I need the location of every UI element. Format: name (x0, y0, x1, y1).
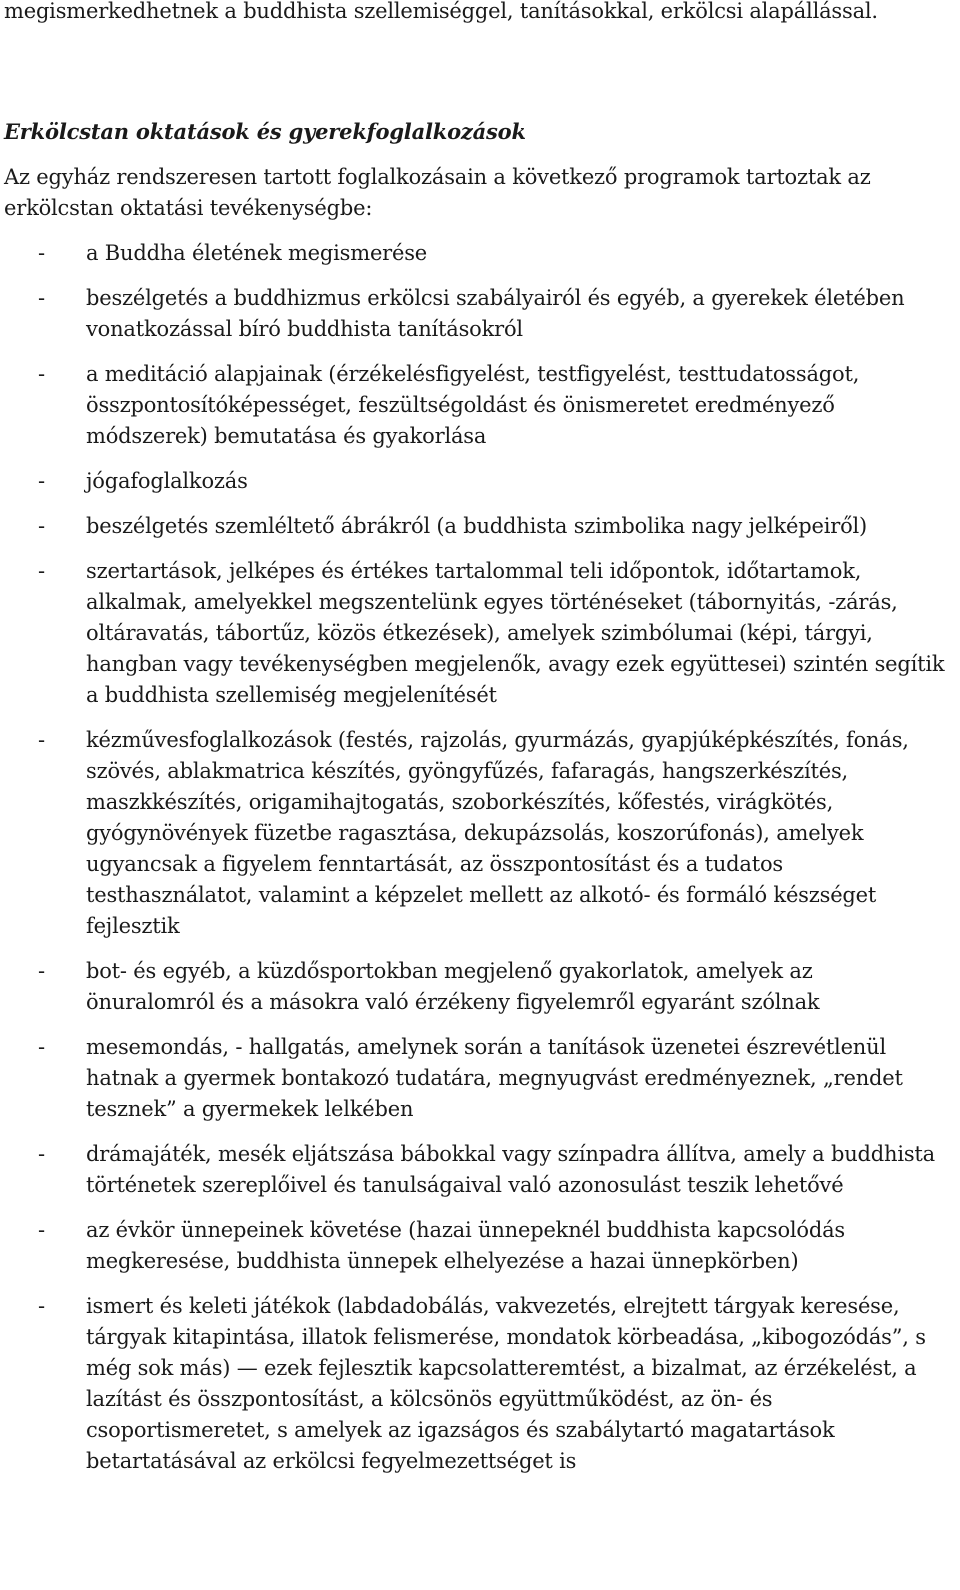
list-bullet: - (38, 559, 45, 583)
list-item (0, 359, 960, 452)
list-item-text: jógafoglalkozás (86, 469, 248, 493)
intro-paragraph: megismerkedhetnek a buddhista szellemiséggel, tanításokkal, erkölcsi alapállással. (4, 0, 878, 23)
list-item (0, 1139, 960, 1201)
list-item-text: beszélgetés szemléltető ábrákról (a buddhista szimbolika nagy jelképeiről) (86, 514, 868, 538)
list-item-text: ismert és keleti játékok (labdadobálás, vakvezetés, elrejtett tárgyak keresése, tárgyak kitapintása, illatok felismerése, mondatok körbeadása, „kibogozódás”, s még sok más) — ezek fejlesztik kapcsolatteremtést, a bizalmat, az érzékelést, a lazítást és összpontosítást, a kölcsönös együttműködést, az ön- és csoportismeretet, s amelyek az igazságos és szabálytartó magatartások betartatásával az erkölcsi fegyelmezettséget is (86, 1294, 926, 1473)
list-item (0, 283, 960, 345)
list-item (0, 1291, 960, 1477)
list-bullet: - (38, 1142, 45, 1166)
list-item (0, 956, 960, 1018)
list-item-text: a meditáció alapjainak (érzékelésfigyelést, testfigyelést, testtudatosságot, összpontosítóképességet, feszültségoldást és önismeretet eredményező módszerek) bemutatása és gyakorlása (86, 362, 860, 448)
list-item (0, 725, 960, 942)
list-item (0, 1032, 960, 1125)
list-bullet: - (38, 1218, 45, 1242)
list-bullet: - (38, 1294, 45, 1318)
list-item-text: a Buddha életének megismerése (86, 241, 428, 265)
list-item-text: szertartások, jelképes és értékes tartalommal teli időpontok, időtartamok, alkalmak, amelyekkel megszentelünk egyes történéseket (tábornyitás, -zárás, oltáravatás, tábortűz, közös étkezések), amelyek szimbólumai (képi, tárgyi, hangban vagy tevékenységben megjelenők, avagy ezek együttesei) szintén segítik a buddhista szellemiség megjelenítését (86, 559, 945, 707)
list-item-text: beszélgetés a buddhizmus erkölcsi szabályairól és egyéb, a gyerekek életében vonatkozással bíró buddhista tanításokról (86, 286, 905, 341)
list-item (0, 511, 960, 542)
list-item-text: kézművesfoglalkozások (festés, rajzolás, gyurmázás, gyapjúképkészítés, fonás, szövés, ablakmatrica készítés, gyöngyfűzés, fafaragás, hangszerkészítés, maszkkészítés, origamihajtogatás, szoborkészítés, kőfestés, virágkötés, gyógynövények füzetbe ragasztása, dekupázsolás, koszorúfonás), amelyek ugyancsak a figyelem fenntartását, az összpontosítást és a tudatos testhasználatot, valamint a képzelet mellett az alkotó- és formáló készséget fejlesztik (86, 728, 909, 938)
list-item-text: drámajáték, mesék eljátszása bábokkal vagy színpadra állítva, amely a buddhista történetek szereplőivel és tanulságaival való azonosulást teszik lehetővé (86, 1142, 935, 1197)
list-bullet: - (38, 362, 45, 386)
list-item-text: az évkör ünnepeinek követése (hazai ünnepeknél buddhista kapcsolódás megkeresése, buddhista ünnepek elhelyezése a hazai ünnepkörben) (86, 1218, 846, 1273)
list-item (0, 238, 960, 269)
section-heading: Erkölcstan oktatások és gyerekfoglalkozások (4, 119, 526, 144)
list-bullet: - (38, 514, 45, 538)
lead-paragraph: Az egyház rendszeresen tartott foglalkozásain a következő programok tartoztak az erkölcstan oktatási tevékenységbe: (4, 165, 871, 220)
list-item (0, 1215, 960, 1277)
list-bullet: - (38, 959, 45, 983)
list-item (0, 556, 960, 711)
list-bullet: - (38, 241, 45, 265)
list-item-text: bot- és egyéb, a küzdősportokban megjelenő gyakorlatok, amelyek az önuralomról és a másokra való érzékeny figyelemről egyaránt szólnak (86, 959, 820, 1014)
list-bullet: - (38, 728, 45, 752)
program-list (0, 238, 960, 1491)
list-bullet: - (38, 469, 45, 493)
list-item (0, 466, 960, 497)
list-bullet: - (38, 286, 45, 310)
list-bullet: - (38, 1035, 45, 1059)
list-item-text: mesemondás, - hallgatás, amelynek során a tanítások üzenetei észrevétlenül hatnak a gyermek bontakozó tudatára, megnyugvást eredményeznek, „rendet tesznek” a gyermekek lelkében (86, 1035, 903, 1121)
